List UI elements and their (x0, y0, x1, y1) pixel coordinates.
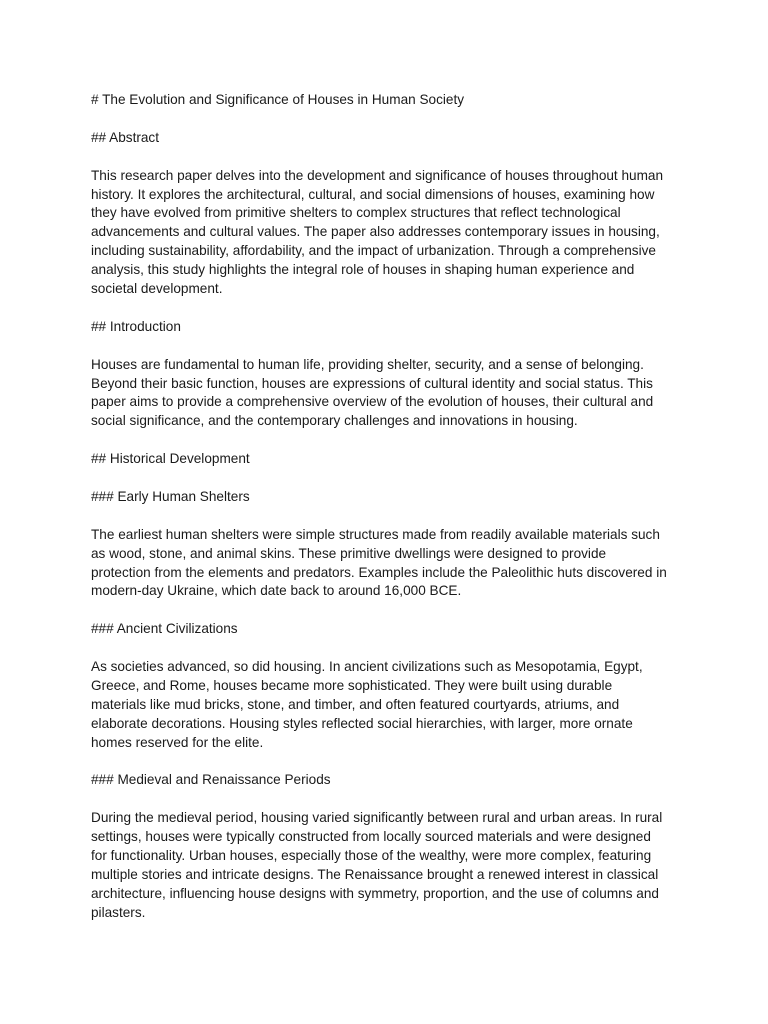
ancient-paragraph (91, 658, 681, 753)
medieval-line: During the medieval period, housing varied significantly between rural and urban areas. In rural (91, 810, 663, 826)
medieval-heading-block (91, 771, 681, 790)
introduction-line: Beyond their basic function, houses are expressions of cultural identity and social status. This (91, 375, 653, 391)
ancient-heading-block (91, 620, 681, 639)
medieval-line: multiple stories and intricate designs. The Renaissance brought a renewed interest in classical (91, 866, 659, 882)
early-line: modern-day Ukraine, which date back to around 16,000 BCE. (91, 583, 462, 599)
abstract-heading-block (91, 129, 681, 148)
medieval-line: architecture, influencing house designs with symmetry, proportion, and the use of columns and (91, 885, 659, 901)
early-heading-block (91, 488, 681, 507)
title-block (91, 91, 681, 110)
abstract-paragraph (91, 167, 681, 299)
introduction-line: Houses are fundamental to human life, providing shelter, security, and a sense of belonging. (91, 356, 644, 372)
document-body (91, 91, 681, 942)
medieval-line: settings, houses were typically constructed from locally sourced materials and were designed (91, 829, 651, 845)
ancient-civilizations-heading: ### Ancient Civilizations (91, 621, 238, 637)
abstract-line: including sustainability, affordability, and the impact of urbanization. Through a comprehensive (91, 243, 656, 259)
introduction-line: paper aims to provide a comprehensive overview of the evolution of houses, their cultural and (91, 394, 654, 410)
abstract-heading: ## Abstract (91, 129, 160, 145)
introduction-heading: ## Introduction (91, 318, 181, 334)
document-title: # The Evolution and Significance of Houses in Human Society (91, 92, 465, 107)
early-paragraph (91, 526, 681, 602)
ancient-line: As societies advanced, so did housing. In ancient civilizations such as Mesopotamia, Egypt, (91, 659, 643, 675)
abstract-line: history. It explores the architectural, cultural, and social dimensions of houses, examining how (91, 186, 655, 202)
abstract-line: This research paper delves into the development and significance of houses throughout human (91, 167, 664, 183)
ancient-line: Greece, and Rome, houses became more sophisticated. They were built using durable (91, 677, 613, 693)
introduction-line: social significance, and the contemporary challenges and innovations in housing. (91, 413, 578, 429)
abstract-line: societal development. (91, 281, 223, 297)
early-shelters-heading: ### Early Human Shelters (91, 488, 250, 504)
medieval-paragraph (91, 809, 681, 922)
medieval-renaissance-heading: ### Medieval and Renaissance Periods (91, 772, 331, 788)
ancient-line: materials like mud bricks, stone, and timber, and often featured courtyards, atriums, and (91, 696, 620, 712)
introduction-paragraph (91, 356, 681, 432)
introduction-heading-block (91, 318, 681, 337)
historical-heading-block (91, 450, 681, 469)
historical-development-heading: ## Historical Development (91, 451, 250, 467)
abstract-line: they have evolved from primitive shelters to complex structures that reflect technological (91, 205, 621, 221)
early-line: The earliest human shelters were simple structures made from readily available materials such (91, 526, 660, 542)
abstract-line: advancements and cultural values. The paper also addresses contemporary issues in housing, (91, 224, 660, 240)
early-line: as wood, stone, and animal skins. These primitive dwellings were designed to provide (91, 545, 607, 561)
early-line: protection from the elements and predators. Examples include the Paleolithic huts discovered in (91, 564, 667, 580)
medieval-line: for functionality. Urban houses, especially those of the wealthy, were more complex, featuring (91, 848, 652, 864)
ancient-line: elaborate decorations. Housing styles reflected social hierarchies, with larger, more ornate (91, 715, 633, 731)
medieval-line: pilasters. (91, 904, 146, 920)
abstract-line: analysis, this study highlights the integral role of houses in shaping human experience and (91, 262, 635, 278)
ancient-line: homes reserved for the elite. (91, 734, 264, 750)
